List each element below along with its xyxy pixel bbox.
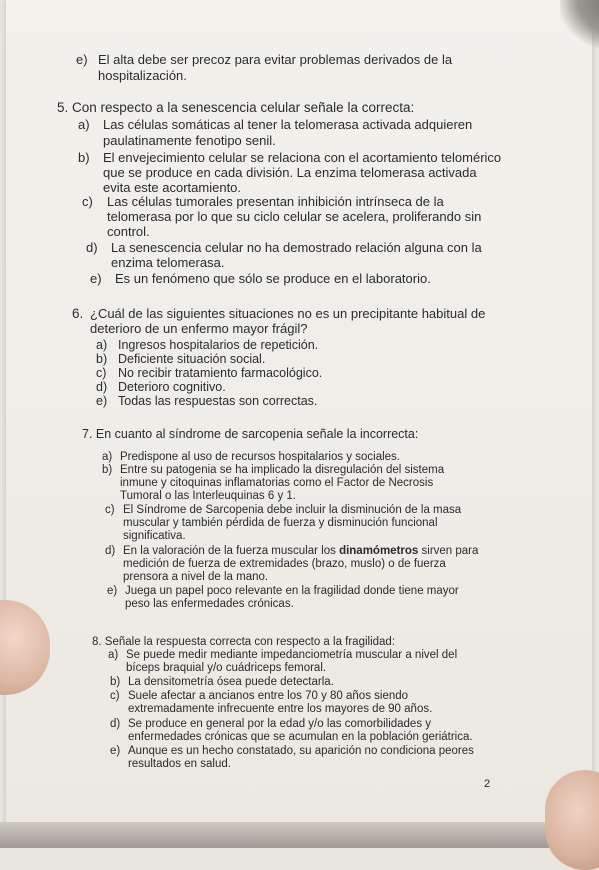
option-label: a) — [78, 117, 90, 132]
question-text-line: deterioro de un enfermo mayor frágil? — [90, 321, 308, 336]
option-text: Todas las respuestas son correctas. — [118, 394, 318, 408]
option-label: e) — [96, 394, 108, 408]
option-text: Ingresos hospitalarios de repetición. — [118, 338, 319, 352]
option-text-line: El alta debe ser precoz para evitar problemas derivados de la — [98, 52, 453, 67]
option-label: d) — [105, 545, 116, 557]
option-text-line: resultados en salud. — [128, 758, 231, 770]
option-label: d) — [86, 240, 98, 255]
option-label: e) — [90, 271, 102, 286]
option-text-line: hospitalización. — [98, 68, 187, 83]
option-text-line: enzima telomerasa. — [111, 255, 225, 270]
option-text-line: Entre su patogenia se ha implicado la disregulación del sistema — [120, 464, 445, 476]
option-text-line: significativa. — [123, 530, 186, 542]
question-8 — [92, 636, 395, 649]
option-text-line: enfermedades crónicas que se acumulan en la población geriátrica. — [128, 731, 473, 743]
option-text-line: telomerasa por lo que su ciclo celular se acelera, proliferando sin — [107, 209, 482, 224]
question-7 — [82, 427, 418, 441]
option-text-bold: dinamómetros — [339, 545, 419, 557]
option-text-line: Las células somáticas al tener la telomerasa activada adquieren — [103, 117, 473, 132]
document-page — [6, 0, 592, 830]
option-label: b) — [78, 150, 90, 165]
option-label: c) — [105, 504, 115, 516]
question-number: 6. — [72, 306, 84, 321]
question-text: Con respecto a la senescencia celular señale la correcta: — [72, 100, 415, 115]
question-5 — [57, 100, 414, 115]
option-label: a) — [96, 338, 108, 352]
option-text-line — [123, 545, 478, 558]
option-text-line: El envejecimiento celular se relaciona con el acortamiento telomérico — [103, 150, 502, 165]
question-text: Señale la respuesta correcta con respecto a la fragilidad: — [104, 636, 396, 648]
option-text-line: que se produce en cada división. La enzima telomerasa activada — [103, 165, 477, 180]
option-label: a) — [108, 649, 119, 661]
option-text-line: prensora a nivel de la mano. — [123, 571, 269, 583]
question-number: 8. — [92, 636, 102, 648]
option-label: c) — [82, 194, 93, 209]
finger-right — [545, 770, 599, 870]
option-text-line: extremadamente infrecuente entre los mayores de 90 años. — [128, 703, 433, 715]
option-label: e) — [107, 585, 118, 597]
option-text-line: Tumoral o las Interleuquinas 6 y 1. — [120, 490, 296, 502]
option-label: d) — [96, 380, 108, 394]
question-text: En cuanto al síndrome de sarcopenia señale la incorrecta: — [95, 427, 419, 441]
option-text: Deficiente situación social. — [118, 352, 266, 366]
option-text-line: inmune y citoquinas inflamatorias como el Factor de Necrosis — [120, 477, 434, 489]
option-text-line: peso las enfermedades crónicas. — [125, 598, 294, 610]
option-text: Deterioro cognitivo. — [118, 380, 226, 394]
option-text-line: paulatinamente fenotipo senil. — [103, 133, 276, 148]
question-text-line: ¿Cuál de las siguientes situaciones no es un precipitante habitual de — [90, 306, 486, 321]
option-text-line: Predispone al uso de recursos hospitalarios y sociales. — [120, 451, 400, 463]
option-label: c) — [110, 690, 120, 702]
option-text-line: La densitometría ósea puede detectarla. — [128, 676, 334, 688]
photo-corner-shadow — [560, 0, 599, 50]
option-text-line: Juega un papel poco relevante en la fragilidad donde tiene mayor — [125, 585, 459, 597]
option-text-line: bíceps braquial y/o cuádriceps femoral. — [126, 662, 327, 674]
option-text-line: Las células tumorales presentan inhibición intrínseca de la — [107, 194, 444, 209]
option-text-pre: En la valoración de la fuerza muscular los — [123, 545, 340, 557]
option-text-line: Se produce en general por la edad y/o las comorbilidades y — [128, 718, 432, 730]
option-label: b) — [102, 464, 113, 476]
question-number: 5. — [57, 100, 69, 115]
option-text-line: La senescencia celular no ha demostrado relación alguna con la — [111, 240, 482, 255]
option-label: b) — [110, 676, 121, 688]
option-text-line: control. — [107, 224, 150, 239]
option-label: d) — [110, 718, 121, 730]
option-text-line: Aunque es un hecho constatado, su aparición no condiciona peores — [128, 745, 474, 757]
option-text-line: Es un fenómeno que sólo se produce en el laboratorio. — [115, 271, 431, 286]
option-label: b) — [96, 352, 108, 366]
option-text: No recibir tratamiento farmacológico. — [118, 366, 323, 380]
option-text-line: evita este acortamiento. — [103, 180, 242, 195]
page-number: 2 — [484, 778, 491, 790]
photo-shadow-bottom — [0, 822, 599, 848]
option-text-post: sirven para — [418, 545, 479, 557]
question-number: 7. — [82, 427, 93, 441]
option-text-line: Suele afectar a ancianos entre los 70 y 80 años siendo — [128, 690, 409, 702]
option-label: e) — [110, 745, 121, 757]
option-text-line: Se puede medir mediante impedanciometría muscular a nivel del — [126, 649, 458, 661]
option-text-line: muscular y también pérdida de fuerza y disminución funcional — [123, 517, 438, 529]
option-label: e) — [76, 52, 88, 67]
option-text-line: El Síndrome de Sarcopenia debe incluir la disminución de la masa — [123, 504, 462, 516]
option-label: c) — [96, 366, 107, 380]
option-label: a) — [102, 451, 113, 463]
option-text-line: medición de fuerza de extremidades (brazo, muslo) o de fuerza — [123, 558, 446, 570]
